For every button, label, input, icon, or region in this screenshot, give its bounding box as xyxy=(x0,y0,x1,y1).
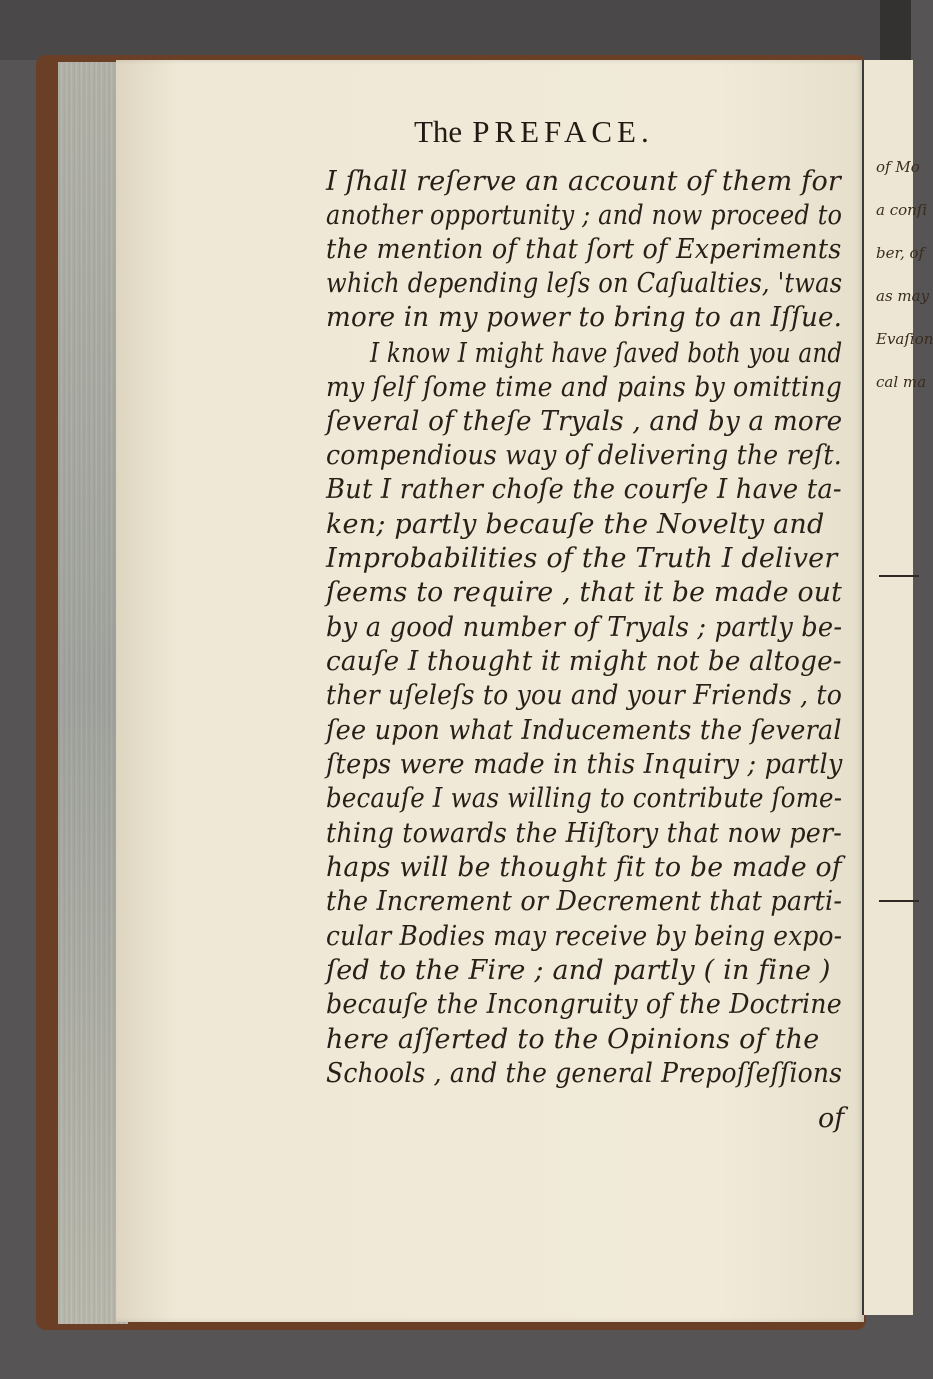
facing-page-fragment: as may xyxy=(876,287,930,305)
facing-page-fragment: cal ma xyxy=(876,373,927,391)
background-corner xyxy=(880,0,911,60)
text-line: cular Bodies may receive by being expo- xyxy=(326,921,843,952)
text-line: thing towards the Hiſtory that now per- xyxy=(326,818,843,849)
facing-page-fragment: ber, of xyxy=(876,244,925,262)
facing-page-fragment: a conſi xyxy=(876,201,928,219)
facing-page-rule xyxy=(879,900,919,902)
text-line: another opportunity ; and now proceed to xyxy=(326,200,843,231)
text-line: haps will be thought fit to be made of xyxy=(326,852,842,883)
text-line: compendious way of delivering the reſt. xyxy=(326,440,842,471)
header-title: PREFACE. xyxy=(472,114,654,149)
facing-page xyxy=(862,60,933,1315)
text-line: becauſe the Incongruity of the Doctrine xyxy=(326,989,842,1020)
text-line: ken; partly becauſe the Novelty and xyxy=(326,509,825,540)
text-line: ther uſeleſs to you and your Friends , to xyxy=(326,680,843,711)
text-line: I know I might have ſaved both you and xyxy=(370,338,843,369)
text-line: ſee upon what Inducements the ſeveral xyxy=(326,715,842,746)
text-line: by a good number of Tryals ; partly be- xyxy=(326,612,843,643)
catchword: of xyxy=(818,1103,845,1134)
text-line: more in my power to bring to an Iſſue. xyxy=(326,302,843,333)
text-line: But I rather choſe the courſe I have ta- xyxy=(326,474,842,505)
header-article: The xyxy=(414,114,463,149)
text-line: Improbabilities of the Truth I deliver xyxy=(326,543,838,574)
text-line: the mention of that ſort of Experiments xyxy=(326,234,842,265)
facing-page-fragment: Evaſion xyxy=(876,330,933,348)
text-line: becauſe I was willing to contribute ſome- xyxy=(326,783,843,814)
facing-page-rule xyxy=(879,575,919,577)
text-line: here aſſerted to the Opinions of the xyxy=(326,1024,820,1055)
text-line: ſteps were made in this Inquiry ; partly xyxy=(326,749,843,780)
text-line: ſed to the Fire ; and partly ( in fine ) xyxy=(326,955,831,986)
text-line: Schools , and the general Prepoſſeſſions xyxy=(326,1058,843,1089)
facing-page-fragment: of Mo xyxy=(876,158,920,176)
background-top xyxy=(0,0,911,60)
text-line: cauſe I thought it might not be altoge- xyxy=(326,646,842,677)
text-line: the Increment or Decrement that parti- xyxy=(326,886,843,917)
text-line: which depending leſs on Caſualties, 'twas xyxy=(326,268,843,299)
text-line: ſeems to require , that it be made out xyxy=(326,577,843,608)
page-header xyxy=(414,114,654,150)
text-line: ſeveral of theſe Tryals , and by a more xyxy=(326,406,843,437)
text-line: my ſelf ſome time and pains by omitting xyxy=(326,372,843,403)
text-line: I ſhall reſerve an account of them for xyxy=(326,166,842,197)
